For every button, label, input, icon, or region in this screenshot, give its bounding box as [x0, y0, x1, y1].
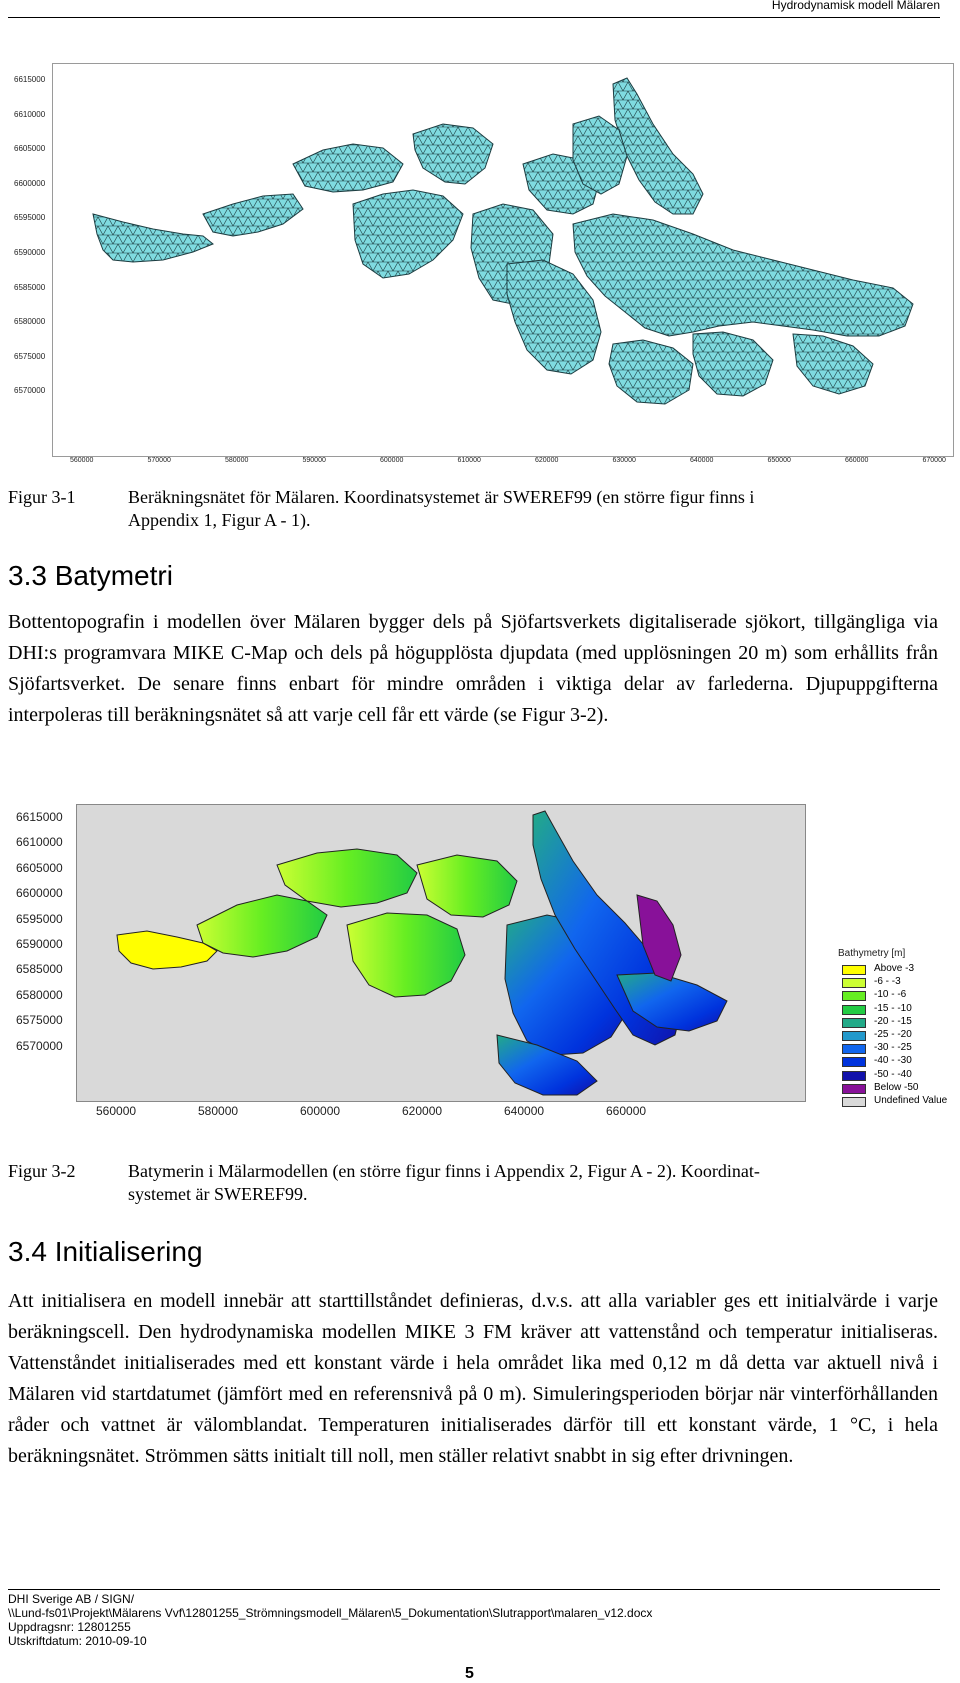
legend-swatch	[842, 1084, 866, 1094]
mesh-x-tick: 590000	[302, 457, 326, 464]
bathymetry-x-tick: 600000	[300, 1104, 341, 1118]
legend-label: -6 - -3	[874, 976, 901, 988]
figure-caption-text: Batymerin i Mälarmodellen (en större figur finns i Appendix 2, Figur A - 2). Koordinat-	[128, 1161, 760, 1181]
legend-swatch	[842, 1057, 866, 1067]
figure-caption-text-line2: systemet är SWEREF99.	[128, 1184, 308, 1204]
footer-assignment-number: Uppdragsnr: 12801255	[8, 1620, 131, 1634]
legend-label: -40 - -30	[874, 1055, 912, 1067]
legend-label: -25 - -20	[874, 1029, 912, 1040]
mesh-y-tick: 6610000	[14, 109, 46, 119]
mesh-x-tick: 640000	[690, 457, 714, 464]
bathymetry-y-tick: 6605000	[16, 860, 63, 875]
bathymetry-y-tick: 6585000	[16, 962, 63, 977]
figure-caption-label: Figur 3-2	[8, 1161, 76, 1181]
mesh-x-tick: 610000	[457, 457, 481, 464]
mesh-x-tick: 600000	[380, 457, 404, 464]
bathymetry-y-tick: 6570000	[16, 1038, 63, 1053]
mesh-y-tick: 6605000	[14, 144, 46, 154]
mesh-y-tick: 6600000	[14, 178, 46, 188]
bathymetry-legend	[838, 948, 960, 1110]
footer-company: DHI Sverige AB / SIGN/	[8, 1592, 135, 1606]
legend-swatch	[842, 965, 866, 975]
legend-label: -20 - -15	[874, 1015, 912, 1027]
mesh-x-tick: 630000	[612, 457, 636, 464]
header-rule	[8, 17, 940, 18]
legend-swatch	[842, 1071, 866, 1081]
mesh-map	[53, 64, 953, 456]
legend-swatch	[842, 1018, 866, 1028]
footer-print-date: Utskriftdatum: 2010-09-10	[8, 1634, 147, 1648]
bathymetry-x-tick: 580000	[198, 1104, 239, 1118]
mesh-x-tick: 570000	[147, 457, 171, 464]
bathymetry-y-tick: 6595000	[16, 911, 63, 926]
bathymetry-map	[77, 805, 805, 1101]
figure-caption-text: Beräkningsnätet för Mälaren. Koordinatsystemet är SWEREF99 (en större figur finns i	[128, 487, 755, 507]
legend-label: -30 - -25	[874, 1042, 912, 1054]
legend-title: Bathymetry [m]	[838, 948, 906, 959]
footer-rule	[8, 1589, 940, 1590]
legend-swatch	[842, 1031, 866, 1041]
legend-label: Below -50	[874, 1081, 919, 1093]
figure-caption-text-line2: Appendix 1, Figur A - 1).	[128, 510, 311, 530]
mesh-x-tick: 580000	[225, 457, 249, 464]
bathymetry-y-tick: 6575000	[16, 1013, 63, 1028]
mesh-x-tick: 650000	[767, 457, 791, 464]
mesh-y-tick: 6585000	[14, 282, 46, 292]
legend-label: -15 - -10	[874, 1002, 912, 1014]
legend-label: Undefined Value	[874, 1095, 948, 1106]
mesh-x-tick: 660000	[845, 457, 869, 464]
bathymetry-y-tick: 6590000	[16, 937, 63, 951]
section-heading: 3.3 Batymetri	[8, 560, 173, 591]
mesh-plot-area	[52, 63, 954, 457]
footer-file-path: \\Lund-fs01\Projekt\Mälarens Vvf\12801255_Strömningsmodell_Mälaren\5_Dokumentation\Slutrapport\malaren_v12.docx	[8, 1606, 653, 1620]
legend-swatch	[842, 978, 866, 988]
bathymetry-y-tick: 6600000	[16, 886, 63, 901]
legend-swatch	[842, 1097, 866, 1107]
section-heading: 3.4 Initialisering	[8, 1236, 203, 1267]
mesh-y-tick: 6570000	[14, 386, 46, 396]
mesh-x-tick: 620000	[535, 457, 559, 464]
body-paragraph: Bottentopografin i modellen över Mälaren bygger dels på Sjöfartsverkets digitaliserade sjökort, tillgängliga via DHI:s programvara MIKE C-Map och dels på högupplösta djupdata (med upplösningen 20 m) som erhållits från Sjöfartsverket. De senare finns enbart för mindre områden i viktiga delar av farlederna. Djupuppgifterna interpoleras till beräkningsnätet så att varje cell får ett värde (se Figur 3-2).	[8, 611, 938, 726]
bathymetry-y-tick: 6580000	[16, 987, 63, 1002]
bathymetry-y-tick: 6610000	[16, 835, 63, 850]
mesh-y-tick: 6590000	[14, 248, 46, 257]
figure-caption-label: Figur 3-1	[8, 487, 76, 507]
legend-swatch	[842, 991, 866, 1001]
figure-mesh	[14, 55, 960, 475]
legend-label: Above -3	[874, 963, 915, 974]
bathymetry-plot-area	[76, 804, 806, 1102]
page-number: 5	[465, 1665, 474, 1682]
legend-label: -50 - -40	[874, 1068, 912, 1080]
legend-swatch	[842, 1044, 866, 1054]
bathymetry-x-tick: 560000	[96, 1104, 137, 1118]
figure-bathymetry	[8, 800, 960, 1145]
mesh-y-tick: 6580000	[14, 317, 46, 327]
body-paragraph: Att initialisera en modell innebär att starttillståndet definieras, d.v.s. att alla variabler ges ett initialvärde i varje beräkningscell. Den hydrodynamiska modellen MIKE 3 FM kräver att vattenstånd och temperatur initialiseras. Vattenståndet initialiserades med ett konstant värde i hela området lika med 0,12 m då detta var aktuell nivå i Mälaren vid startdatumet (jämfört med en referensnivå på 0 m). Simuleringsperioden börjar när vinterförhållanden råder och vattnet är välomblandat. Temperaturen initialiserades därför till ett konstant värde, 1 °C, i hela beräkningsnätet. Strömmen sätts initialt till noll, men ställer relativt snabbt in sig efter drivningen.	[8, 1290, 938, 1467]
mesh-x-tick: 670000	[922, 457, 946, 464]
legend-label: -10 - -6	[874, 989, 907, 1001]
legend-swatch	[842, 1005, 866, 1015]
mesh-x-tick: 560000	[70, 457, 94, 464]
bathymetry-y-tick: 6615000	[16, 810, 63, 824]
bathymetry-x-tick: 640000	[504, 1104, 545, 1118]
bathymetry-x-tick: 660000	[606, 1104, 647, 1118]
mesh-y-tick: 6615000	[14, 75, 46, 84]
running-header: Hydrodynamisk modell Mälaren	[771, 0, 940, 12]
mesh-y-tick: 6575000	[14, 351, 46, 361]
mesh-y-tick: 6595000	[14, 213, 46, 223]
bathymetry-x-tick: 620000	[402, 1104, 443, 1118]
